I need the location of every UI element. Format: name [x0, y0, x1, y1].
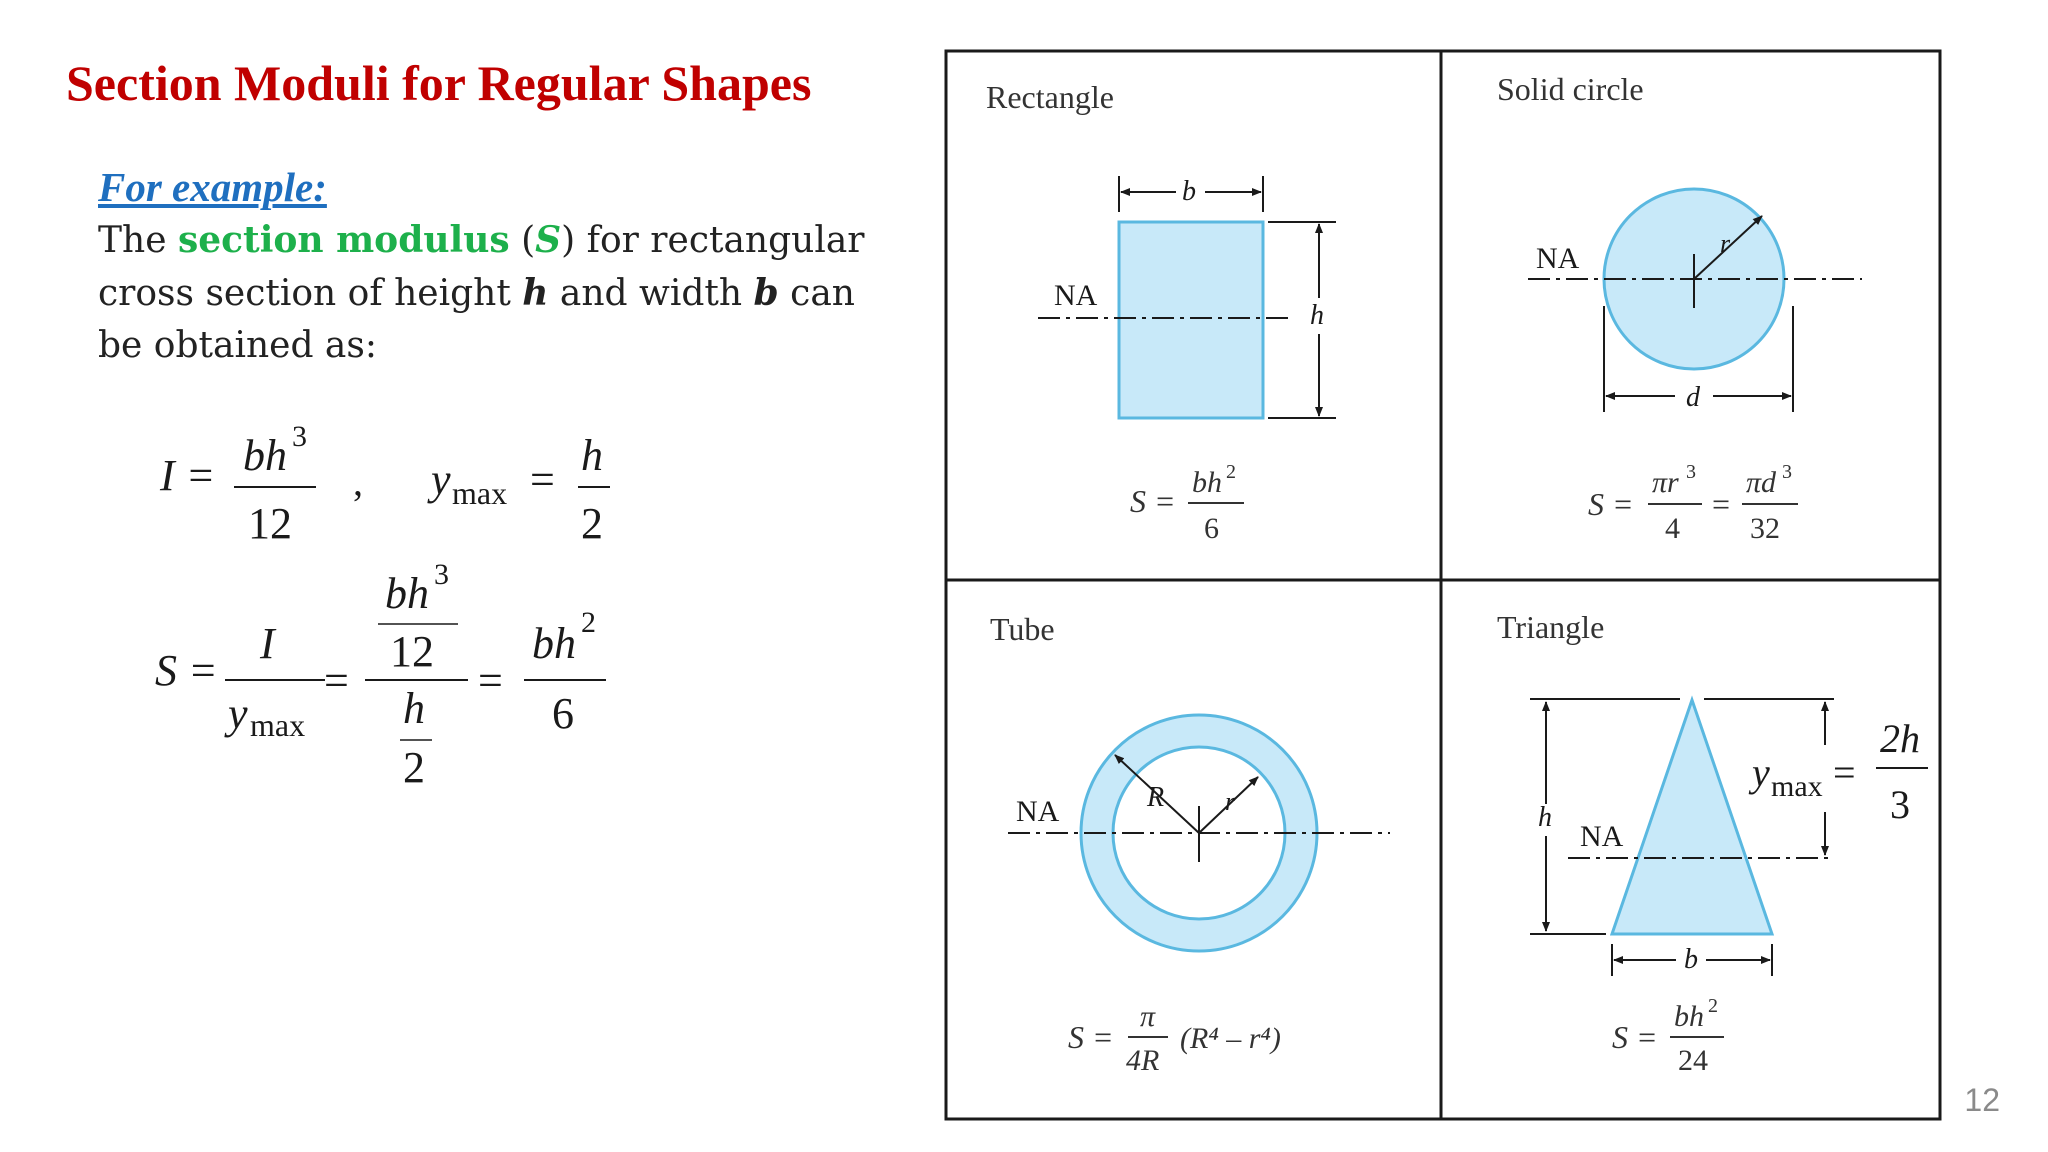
eq1-two: 2: [581, 499, 603, 548]
eq2-lhs: S =: [155, 646, 218, 695]
rectangle-formula-den: 6: [1204, 512, 1219, 545]
eq1-num: bh: [243, 431, 287, 480]
eq2-twelve: 12: [390, 627, 434, 676]
eq2-ysub: max: [250, 707, 306, 743]
para-the: The: [98, 220, 167, 261]
triangle-formula-num-exp: 2: [1708, 995, 1718, 1017]
para-section-modulus: section modulus: [177, 219, 510, 261]
rectangle-label: Rectangle: [986, 79, 1114, 115]
tube-R-label: R: [1147, 782, 1165, 813]
eq1-h: h: [581, 431, 603, 480]
eq1-num-exp: 3: [292, 420, 307, 453]
triangle-ymax-sub: max: [1771, 770, 1823, 803]
tube-formula-num: π: [1140, 1000, 1156, 1033]
eq1-y: y: [431, 455, 451, 504]
triangle-label: Triangle: [1497, 609, 1605, 645]
eq1-ysub: max: [452, 475, 508, 511]
page-number: 12: [1964, 1082, 2000, 1118]
eq2-eq1: =: [324, 656, 349, 705]
slide-title: Section Moduli for Regular Shapes: [66, 55, 812, 111]
rectangle-formula-s: S =: [1130, 483, 1176, 519]
rectangle-b-label: b: [1182, 176, 1196, 207]
eq2-two: 2: [403, 743, 425, 792]
tube-formula-s: S =: [1068, 1019, 1114, 1055]
figure-border: [946, 51, 1940, 1119]
tube-formula-paren: (R⁴ – r⁴): [1180, 1022, 1281, 1055]
triangle-h-label: h: [1538, 802, 1552, 833]
rectangle-h-label: h: [1310, 300, 1324, 331]
tube-label: Tube: [990, 611, 1055, 647]
solid-circle-formula-num1-exp: 3: [1686, 461, 1696, 483]
solid-circle-label: Solid circle: [1497, 71, 1644, 107]
triangle-ymax-num: 2h: [1880, 716, 1920, 761]
solid-circle-d-label: d: [1686, 382, 1700, 413]
rectangle-formula-num-exp: 2: [1226, 461, 1236, 483]
intro-paragraph: The section modulus (S) for rectangular cross section of height h and width b can be obtained as:: [98, 219, 865, 366]
triangle-formula-s: S =: [1612, 1019, 1658, 1055]
panel-solid-circle: [1497, 71, 1862, 545]
eq2-eq2: =: [478, 656, 503, 705]
tube-na-label: NA: [1016, 795, 1060, 828]
solid-circle-formula-num2-exp: 3: [1782, 461, 1792, 483]
para-rect: for rectangular cross section of height: [98, 220, 865, 314]
tube-formula-den: 4R: [1126, 1044, 1160, 1077]
solid-circle-formula-den2: 32: [1750, 512, 1780, 545]
para-and-width: and width: [559, 273, 743, 314]
para-can-be: can be obtained as:: [98, 273, 855, 366]
eq1-lhs: I =: [160, 451, 216, 500]
triangle-shape: [1612, 700, 1772, 934]
tube-r-label: r: [1225, 787, 1236, 816]
solid-circle-formula-s: S =: [1588, 486, 1634, 522]
eq1-den: 12: [248, 499, 292, 548]
solid-circle-formula-num2: πd: [1746, 466, 1777, 499]
rectangle-na-label: NA: [1054, 279, 1098, 312]
triangle-na-label: NA: [1580, 820, 1624, 853]
eq1-comma: ,: [353, 459, 363, 504]
eq1-eq: =: [530, 455, 555, 504]
eq2-I: I: [260, 619, 275, 668]
triangle-formula-num: bh: [1674, 1000, 1704, 1033]
triangle-b-label: b: [1684, 944, 1698, 975]
eq2-six: 6: [552, 689, 574, 738]
panel-tube: [990, 611, 1390, 1077]
eq2-bh2: bh: [532, 619, 576, 668]
solid-circle-formula-num1: πr: [1652, 466, 1679, 499]
solid-circle-na-label: NA: [1536, 242, 1580, 275]
panel-rectangle: [986, 79, 1336, 545]
triangle-ymax-eq: =: [1833, 750, 1856, 795]
para-b: b: [753, 272, 779, 314]
solid-circle-formula-eq: =: [1712, 486, 1731, 522]
triangle-ymax-den: 3: [1890, 782, 1910, 827]
solid-circle-r-label: r: [1720, 229, 1731, 258]
eq2-h: h: [403, 684, 425, 733]
example-label: For example:: [98, 164, 327, 210]
eq2-bh: bh: [385, 569, 429, 618]
triangle-ymax: y: [1752, 750, 1770, 795]
para-symbol-s: S: [535, 219, 562, 261]
eq2-exp2: 2: [581, 606, 596, 639]
eq2-y: y: [228, 689, 248, 738]
triangle-formula-den: 24: [1678, 1044, 1708, 1077]
panel-triangle: [1497, 609, 1928, 1077]
solid-circle-formula-den1: 4: [1665, 512, 1680, 545]
para-h: h: [522, 272, 549, 314]
rectangle-formula-num: bh: [1192, 466, 1222, 499]
rectangle-shape: [1119, 222, 1263, 418]
eq2-exp3: 3: [434, 558, 449, 591]
